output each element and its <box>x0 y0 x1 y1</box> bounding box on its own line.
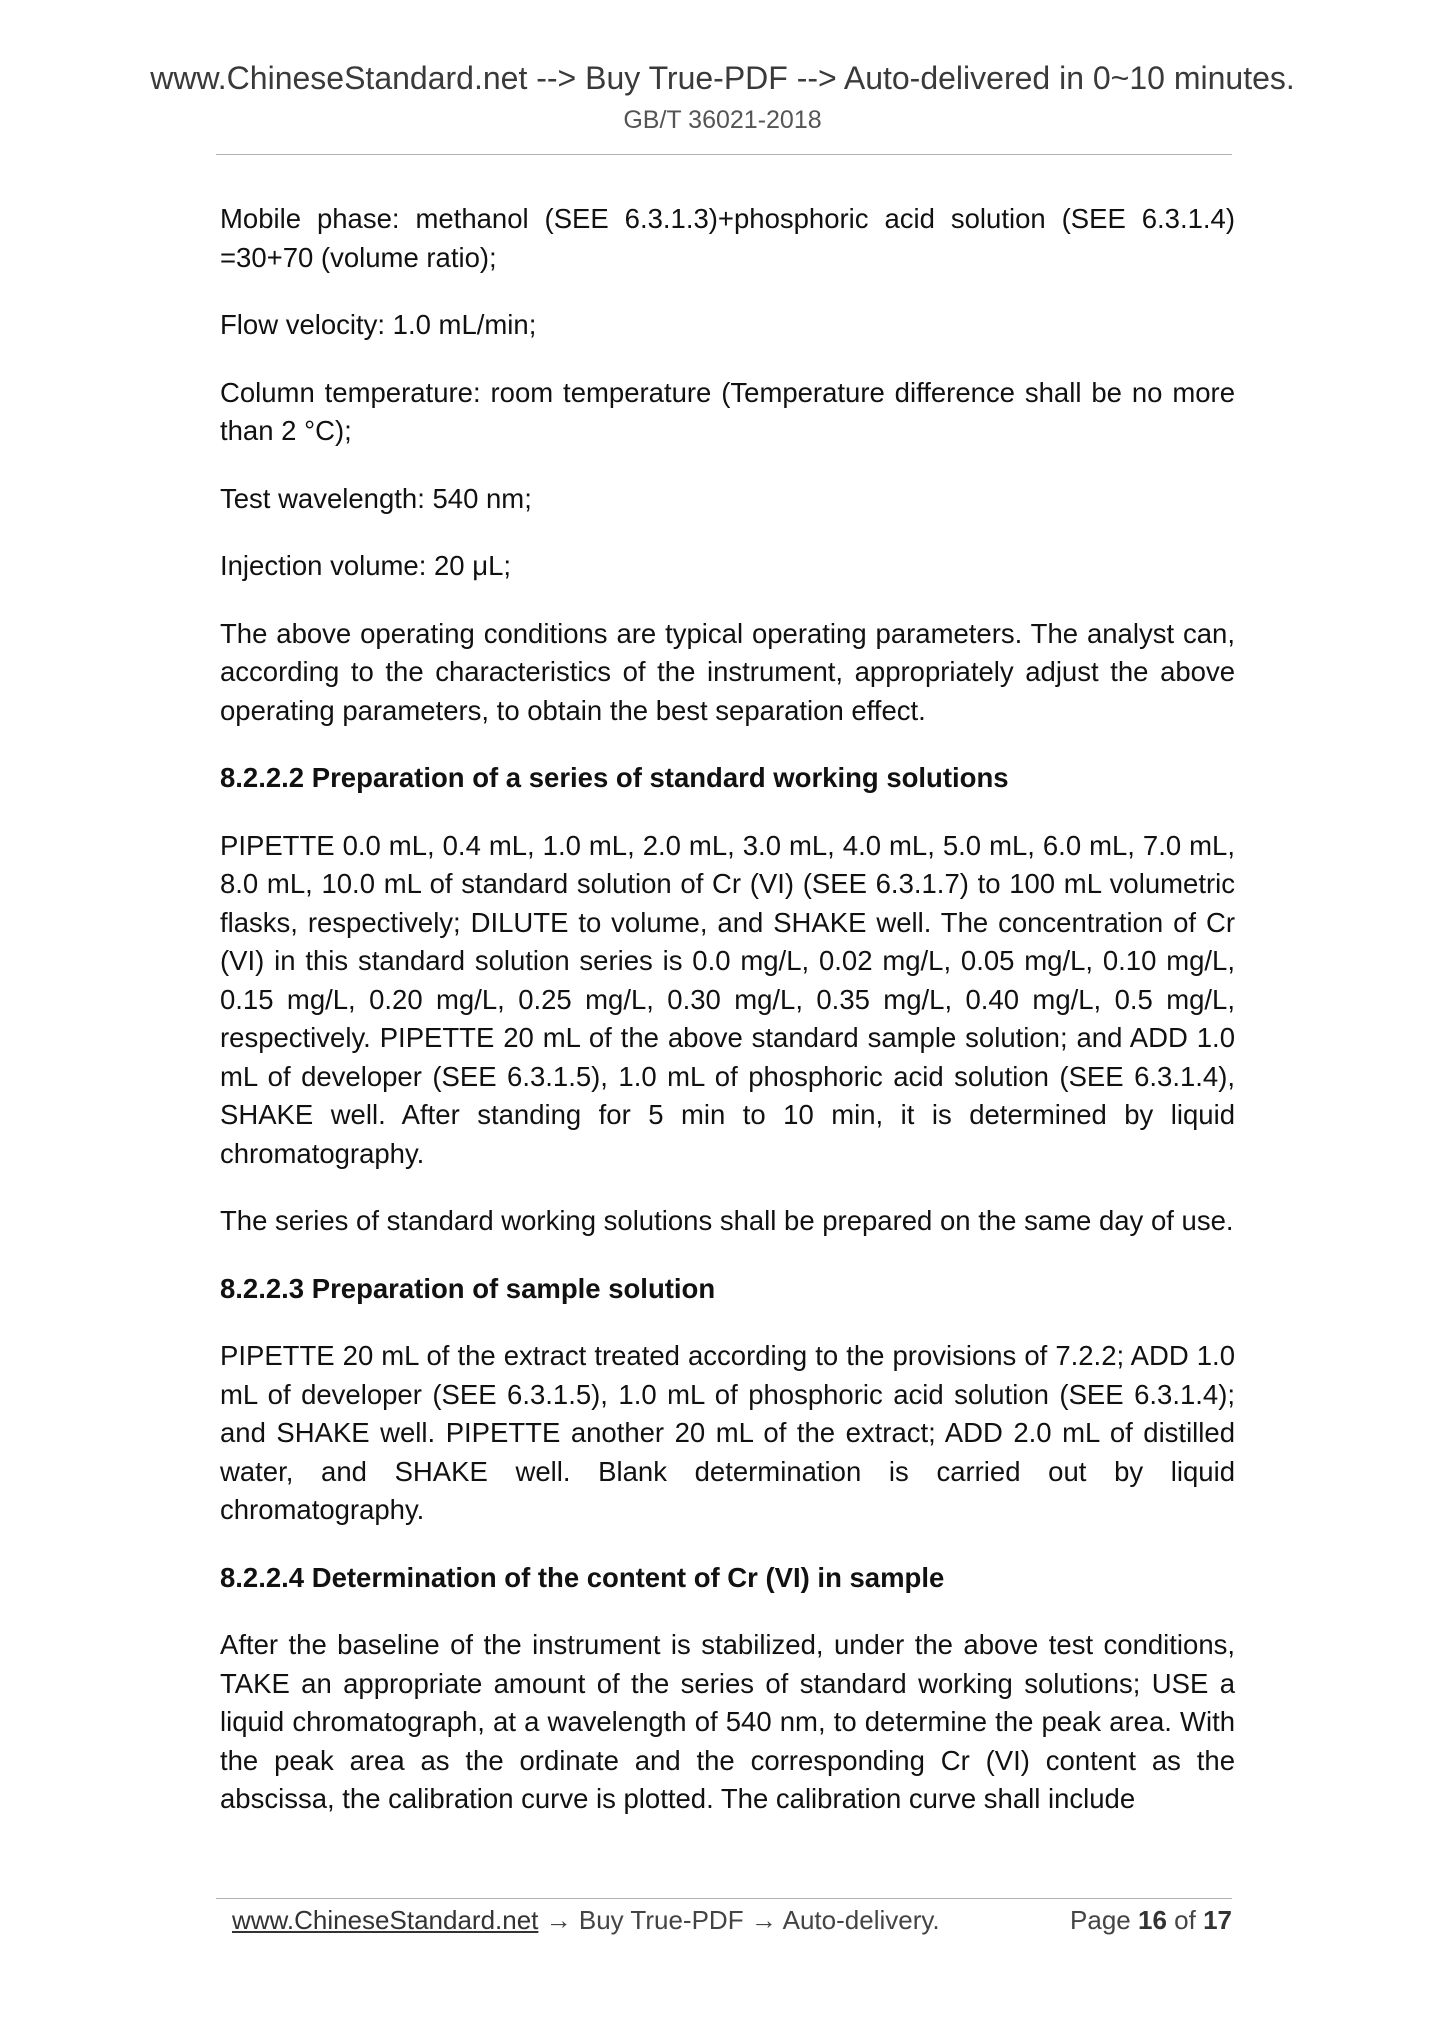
footer-divider <box>216 1898 1232 1899</box>
section-heading-8-2-2-3: 8.2.2.3 Preparation of sample solution <box>220 1272 716 1304</box>
paragraph-sample-solution: PIPETTE 20 mL of the extract treated according to the provisions of 7.2.2; ADD 1.0 mL of developer (SEE 6.3.1.5), 1.0 mL of phosphoric acid solution (SEE 6.3.1.4); and SHAKE well. PIPETTE another 20 mL of the extract; ADD 2.0 mL of distilled water, and SHAKE well. Blank determination is carried out by liquid chromatography. <box>220 1340 1235 1525</box>
footer-auto-delivery-text: Auto-delivery. <box>782 1905 940 1935</box>
paragraph-injection-volume: Injection volume: 20 μL; <box>220 550 512 581</box>
header-site-banner: www.ChineseStandard.net --> Buy True-PDF --> Auto-delivered in 0~10 minutes. <box>150 60 1295 96</box>
page-number <box>1070 1900 1232 1940</box>
footer-site-link[interactable]: www.ChineseStandard.net <box>232 1905 539 1935</box>
document-body <box>220 200 1235 1848</box>
paragraph-same-day: The series of standard working solutions shall be prepared on the same day of use. <box>220 1205 1234 1236</box>
header-divider <box>216 154 1232 155</box>
page-current: 16 <box>1138 1905 1167 1935</box>
of-word: of <box>1174 1905 1196 1935</box>
paragraph-operating-conditions: The above operating conditions are typical operating parameters. The analyst can, according to the characteristics of the instrument, appropriately adjust the above operating parameters, to obtain the best separation effect. <box>220 617 1235 726</box>
paragraph-determination: After the baseline of the instrument is stabilized, under the above test conditions, TAKE an appropriate amount of the series of standard working solutions; USE a liquid chromatograph, at a wavelength of 540 nm, to determine the peak area. With the peak area as the ordinate and the corresponding Cr (VI) content as the abscissa, the calibration curve is plotted. The calibration curve shall include <box>220 1629 1235 1814</box>
arrow-right-icon: → <box>750 1905 777 1935</box>
page-total: 17 <box>1203 1905 1232 1935</box>
paragraph-mobile-phase: Mobile phase: methanol (SEE 6.3.1.3)+phosphoric acid solution (SEE 6.3.1.4) =30+70 (volume ratio); <box>220 203 1235 273</box>
paragraph-test-wavelength: Test wavelength: 540 nm; <box>220 482 532 514</box>
arrow-right-icon: → <box>545 1905 572 1935</box>
paragraph-column-temperature: Column temperature: room temperature (Temperature difference shall be no more than 2 °C); <box>220 376 1235 446</box>
paragraph-standard-solutions: PIPETTE 0.0 mL, 0.4 mL, 1.0 mL, 2.0 mL, 3.0 mL, 4.0 mL, 5.0 mL, 6.0 mL, 7.0 mL, 8.0 mL, 10.0 mL of standard solution of Cr (VI) (SEE 6.3.1.7) to 100 mL volumetric flasks, respectively; DILUTE to volume, and SHAKE well. The concentration of Cr (VI) in this standard solution series is 0.0 mg/L, 0.02 mg/L, 0.05 mg/L, 0.10 mg/L, 0.15 mg/L, 0.20 mg/L, 0.25 mg/L, 0.30 mg/L, 0.35 mg/L, 0.40 mg/L, 0.5 mg/L, respectively. PIPETTE 20 mL of the above standard sample solution; and ADD 1.0 mL of developer (SEE 6.3.1.5), 1.0 mL of phosphoric acid solution (SEE 6.3.1.4), SHAKE well. After standing for 5 min to 10 min, it is determined by liquid chromatography. <box>220 829 1235 1169</box>
section-heading-8-2-2-4: 8.2.2.4 Determination of the content of Cr (VI) in sample <box>220 1561 945 1593</box>
page-footer <box>232 1900 1232 1940</box>
paragraph-flow-velocity: Flow velocity: 1.0 mL/min; <box>220 309 537 340</box>
header-standard-number: GB/T 36021-2018 <box>623 106 822 134</box>
section-heading-8-2-2-2: 8.2.2.2 Preparation of a series of standard working solutions <box>220 762 1009 793</box>
footer-buy-text: Buy True-PDF <box>578 1905 744 1935</box>
page-word: Page <box>1070 1905 1131 1935</box>
